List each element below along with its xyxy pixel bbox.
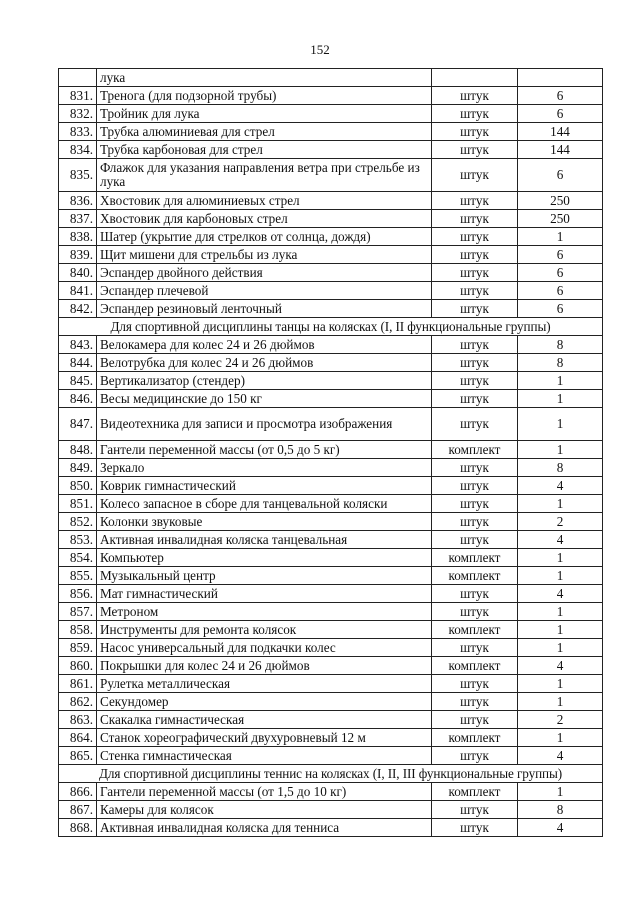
item-number: 843. <box>59 336 97 354</box>
table-row <box>59 531 603 549</box>
item-number: 849. <box>59 459 97 477</box>
item-number: 856. <box>59 585 97 603</box>
item-name: Весы медицинские до 150 кг <box>97 390 432 408</box>
item-number: 831. <box>59 87 97 105</box>
item-unit: штук <box>432 159 518 192</box>
item-quantity: 250 <box>518 210 603 228</box>
item-name: Велокамера для колес 24 и 26 дюймов <box>97 336 432 354</box>
item-unit: штук <box>432 282 518 300</box>
item-number: 846. <box>59 390 97 408</box>
item-number: 859. <box>59 639 97 657</box>
item-unit: штук <box>432 192 518 210</box>
table-row <box>59 192 603 210</box>
item-name: Колонки звуковые <box>97 513 432 531</box>
item-number: 862. <box>59 693 97 711</box>
table-row <box>59 459 603 477</box>
item-name: Насос универсальный для подкачки колес <box>97 639 432 657</box>
item-number: 836. <box>59 192 97 210</box>
item-unit: штук <box>432 819 518 837</box>
item-quantity: 1 <box>518 495 603 513</box>
item-unit: штук <box>432 105 518 123</box>
item-name: Метроном <box>97 603 432 621</box>
item-quantity: 6 <box>518 282 603 300</box>
item-quantity: 8 <box>518 336 603 354</box>
table-row <box>59 105 603 123</box>
item-unit: штук <box>432 477 518 495</box>
item-unit: штук <box>432 372 518 390</box>
table-row <box>59 228 603 246</box>
item-quantity: 2 <box>518 711 603 729</box>
item-number: 845. <box>59 372 97 390</box>
item-quantity: 4 <box>518 477 603 495</box>
item-quantity: 6 <box>518 300 603 318</box>
table-row <box>59 300 603 318</box>
item-quantity: 2 <box>518 513 603 531</box>
item-name: Эспандер резиновый ленточный <box>97 300 432 318</box>
item-quantity: 6 <box>518 87 603 105</box>
item-name: Гантели переменной массы (от 1,5 до 10 кг) <box>97 783 432 801</box>
table-row <box>59 657 603 675</box>
item-name: Колесо запасное в сборе для танцевальной коляски <box>97 495 432 513</box>
item-unit: штук <box>432 693 518 711</box>
item-name: Активная инвалидная коляска для тенниса <box>97 819 432 837</box>
table-row <box>59 210 603 228</box>
item-quantity: 1 <box>518 441 603 459</box>
table-row <box>59 585 603 603</box>
item-number: 841. <box>59 282 97 300</box>
item-number: 861. <box>59 675 97 693</box>
table-row <box>59 123 603 141</box>
item-name: Хвостовик для карбоновых стрел <box>97 210 432 228</box>
item-unit: штук <box>432 123 518 141</box>
item-quantity: 1 <box>518 621 603 639</box>
item-name: Эспандер плечевой <box>97 282 432 300</box>
item-quantity: 1 <box>518 228 603 246</box>
table-row <box>59 264 603 282</box>
table-row <box>59 87 603 105</box>
item-name: Станок хореографический двухуровневый 12 м <box>97 729 432 747</box>
table-row <box>59 390 603 408</box>
item-name: Трубка карбоновая для стрел <box>97 141 432 159</box>
section-header-row <box>59 318 603 336</box>
item-unit: штук <box>432 801 518 819</box>
item-unit: штук <box>432 210 518 228</box>
section-header-row <box>59 765 603 783</box>
item-number: 863. <box>59 711 97 729</box>
table-row <box>59 513 603 531</box>
equipment-table <box>58 68 603 837</box>
item-quantity: 1 <box>518 549 603 567</box>
item-number: 838. <box>59 228 97 246</box>
item-quantity: 4 <box>518 657 603 675</box>
item-quantity: 1 <box>518 408 603 441</box>
item-number: 847. <box>59 408 97 441</box>
item-number: 833. <box>59 123 97 141</box>
table-row <box>59 711 603 729</box>
item-unit: штук <box>432 495 518 513</box>
item-unit: штук <box>432 300 518 318</box>
item-number: 837. <box>59 210 97 228</box>
item-quantity: 6 <box>518 105 603 123</box>
item-name: Велотрубка для колес 24 и 26 дюймов <box>97 354 432 372</box>
item-quantity: 6 <box>518 159 603 192</box>
item-name: Флажок для указания направления ветра при стрельбе из лука <box>97 159 432 192</box>
item-quantity <box>518 69 603 87</box>
item-unit: штук <box>432 585 518 603</box>
item-number: 858. <box>59 621 97 639</box>
item-name: Коврик гимнастический <box>97 477 432 495</box>
item-number: 867. <box>59 801 97 819</box>
item-number: 839. <box>59 246 97 264</box>
item-unit: штук <box>432 513 518 531</box>
item-quantity: 4 <box>518 819 603 837</box>
item-unit: штук <box>432 141 518 159</box>
item-unit: штук <box>432 675 518 693</box>
table-row <box>59 246 603 264</box>
table-body <box>59 69 603 837</box>
item-name: Рулетка металлическая <box>97 675 432 693</box>
item-number: 853. <box>59 531 97 549</box>
table-row <box>59 282 603 300</box>
item-quantity: 8 <box>518 459 603 477</box>
item-name: Тренога (для подзорной трубы) <box>97 87 432 105</box>
item-quantity: 144 <box>518 141 603 159</box>
item-unit: штук <box>432 459 518 477</box>
item-name: Инструменты для ремонта колясок <box>97 621 432 639</box>
item-unit: штук <box>432 264 518 282</box>
item-quantity: 8 <box>518 801 603 819</box>
item-number: 832. <box>59 105 97 123</box>
item-unit: штук <box>432 354 518 372</box>
item-name: Тройник для лука <box>97 105 432 123</box>
item-unit: штук <box>432 336 518 354</box>
table-row <box>59 408 603 441</box>
item-unit: комплект <box>432 441 518 459</box>
item-unit: штук <box>432 747 518 765</box>
item-number: 848. <box>59 441 97 459</box>
item-unit: штук <box>432 711 518 729</box>
item-quantity: 4 <box>518 531 603 549</box>
item-name: Шатер (укрытие для стрелков от солнца, дождя) <box>97 228 432 246</box>
item-number: 834. <box>59 141 97 159</box>
item-quantity: 1 <box>518 729 603 747</box>
item-name: Видеотехника для записи и просмотра изображения <box>97 408 432 441</box>
table-row <box>59 747 603 765</box>
item-unit: комплект <box>432 657 518 675</box>
table-row <box>59 336 603 354</box>
item-number: 865. <box>59 747 97 765</box>
item-number: 851. <box>59 495 97 513</box>
item-number: 866. <box>59 783 97 801</box>
item-number: 850. <box>59 477 97 495</box>
item-quantity: 1 <box>518 639 603 657</box>
table-row <box>59 783 603 801</box>
item-name: Секундомер <box>97 693 432 711</box>
item-number: 857. <box>59 603 97 621</box>
item-number: 842. <box>59 300 97 318</box>
item-quantity: 1 <box>518 783 603 801</box>
item-number: 835. <box>59 159 97 192</box>
item-quantity: 4 <box>518 585 603 603</box>
item-quantity: 1 <box>518 675 603 693</box>
item-unit: штук <box>432 246 518 264</box>
item-name: Мат гимнастический <box>97 585 432 603</box>
item-name: Гантели переменной массы (от 0,5 до 5 кг) <box>97 441 432 459</box>
item-unit: комплект <box>432 549 518 567</box>
item-unit: штук <box>432 87 518 105</box>
item-quantity: 1 <box>518 567 603 585</box>
table-row <box>59 549 603 567</box>
table-row <box>59 354 603 372</box>
item-name: Хвостовик для алюминиевых стрел <box>97 192 432 210</box>
item-unit: штук <box>432 531 518 549</box>
item-name: Щит мишени для стрельбы из лука <box>97 246 432 264</box>
item-quantity: 1 <box>518 390 603 408</box>
table-row <box>59 693 603 711</box>
item-name: лука <box>97 69 432 87</box>
table-row <box>59 819 603 837</box>
table-row <box>59 729 603 747</box>
item-unit: штук <box>432 408 518 441</box>
item-unit: комплект <box>432 621 518 639</box>
table-row <box>59 639 603 657</box>
item-name: Скакалка гимнастическая <box>97 711 432 729</box>
table-row <box>59 441 603 459</box>
item-number: 868. <box>59 819 97 837</box>
section-title: Для спортивной дисциплины танцы на колясках (I, II функциональные группы) <box>59 318 603 336</box>
item-quantity: 4 <box>518 747 603 765</box>
item-quantity: 1 <box>518 693 603 711</box>
item-number: 855. <box>59 567 97 585</box>
item-unit: штук <box>432 228 518 246</box>
item-quantity: 8 <box>518 354 603 372</box>
item-unit: штук <box>432 390 518 408</box>
table-row <box>59 69 603 87</box>
table-row <box>59 477 603 495</box>
item-unit: комплект <box>432 783 518 801</box>
item-name: Трубка алюминиевая для стрел <box>97 123 432 141</box>
table-row <box>59 495 603 513</box>
item-unit <box>432 69 518 87</box>
table-row <box>59 621 603 639</box>
item-quantity: 1 <box>518 372 603 390</box>
item-name: Эспандер двойного действия <box>97 264 432 282</box>
item-name: Компьютер <box>97 549 432 567</box>
item-number: 852. <box>59 513 97 531</box>
item-quantity: 250 <box>518 192 603 210</box>
item-name: Музыкальный центр <box>97 567 432 585</box>
item-quantity: 144 <box>518 123 603 141</box>
item-unit: комплект <box>432 567 518 585</box>
item-unit: комплект <box>432 729 518 747</box>
table-row <box>59 372 603 390</box>
item-quantity: 6 <box>518 264 603 282</box>
item-number: 854. <box>59 549 97 567</box>
item-number: 844. <box>59 354 97 372</box>
table-row <box>59 603 603 621</box>
item-number: 860. <box>59 657 97 675</box>
item-name: Покрышки для колес 24 и 26 дюймов <box>97 657 432 675</box>
table-row <box>59 141 603 159</box>
table-row <box>59 675 603 693</box>
section-title: Для спортивной дисциплины теннис на колясках (I, II, III функциональные группы) <box>59 765 603 783</box>
item-name: Стенка гимнастическая <box>97 747 432 765</box>
item-number: 864. <box>59 729 97 747</box>
item-number <box>59 69 97 87</box>
item-quantity: 6 <box>518 246 603 264</box>
page-number: 152 <box>310 42 330 57</box>
item-quantity: 1 <box>518 603 603 621</box>
item-unit: штук <box>432 603 518 621</box>
item-unit: штук <box>432 639 518 657</box>
item-name: Вертикализатор (стендер) <box>97 372 432 390</box>
table-row <box>59 801 603 819</box>
table-row <box>59 567 603 585</box>
item-name: Зеркало <box>97 459 432 477</box>
item-number: 840. <box>59 264 97 282</box>
table-row <box>59 159 603 192</box>
item-name: Активная инвалидная коляска танцевальная <box>97 531 432 549</box>
item-name: Камеры для колясок <box>97 801 432 819</box>
